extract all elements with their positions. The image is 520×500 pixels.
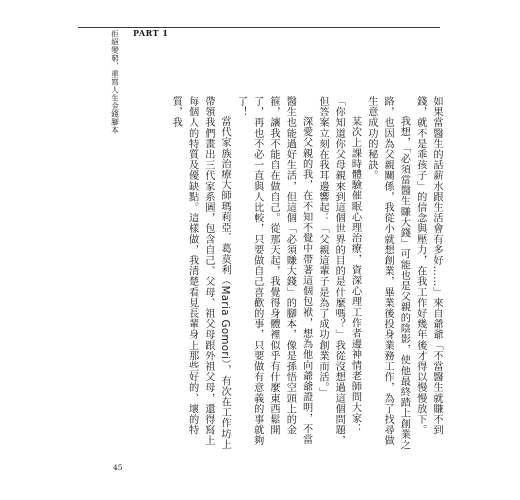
- paragraph: 如果當醫生的話薪水跟生活會有多好……」來自爺爺「不當醫生就賺不到錢，就不是乖孩子」的信念與壓力，在我工作好幾年後才得以慢慢放下。: [414, 96, 442, 436]
- paragraph: 我想，「必須當醫生賺大錢」可能也是父親的陰影，使他最終踏上創業之路，也因為父親關係，我從小就想創業，畢業後投身業務工作，為了找尋做生意成功的秘訣。: [365, 96, 410, 451]
- paragraph: 深愛父親的我，在不知不覺中帶著這個包袱，想為他向爺爺證明，不當醫生也能過好生活，但這個「必須賺大錢」的腳本，像是孫悟空頭上的金箍，讓我不能自在做自己。從那天起，我覺得身體裡似乎有什麼東西鬆開了，再也不必一直與人比較，只要做自己喜歡的事，只要做有意義的事就夠了！: [235, 96, 312, 446]
- body-text: [148, 96, 444, 454]
- part-label: PART 1: [133, 28, 169, 38]
- running-title: 拒絕變窮，重寫人生金錢腳本: [110, 30, 120, 134]
- paragraph: 某次上課時體驗催眠心理治療，資深心理工作者邊神情老師問大家：「你知道你父母親來到這個世界的目的是什麼嗎？」我從沒想過這個問題，但答案立刻在我耳邊響起：「父親這輩子是為了成功創業而活。」: [316, 96, 361, 446]
- page-number: 45: [113, 463, 123, 472]
- paragraph: 當代家族治療大師瑪莉亞．葛莫利（Maria Gomori），有次在工作坊上帶領我們畫出三代家系圖，包含自己、父母、祖父母跟外祖父母，還得寫上每個人的特質及優缺點。這樣做，我清楚看見長輩身上那些好的、壞的特質，我: [170, 96, 231, 450]
